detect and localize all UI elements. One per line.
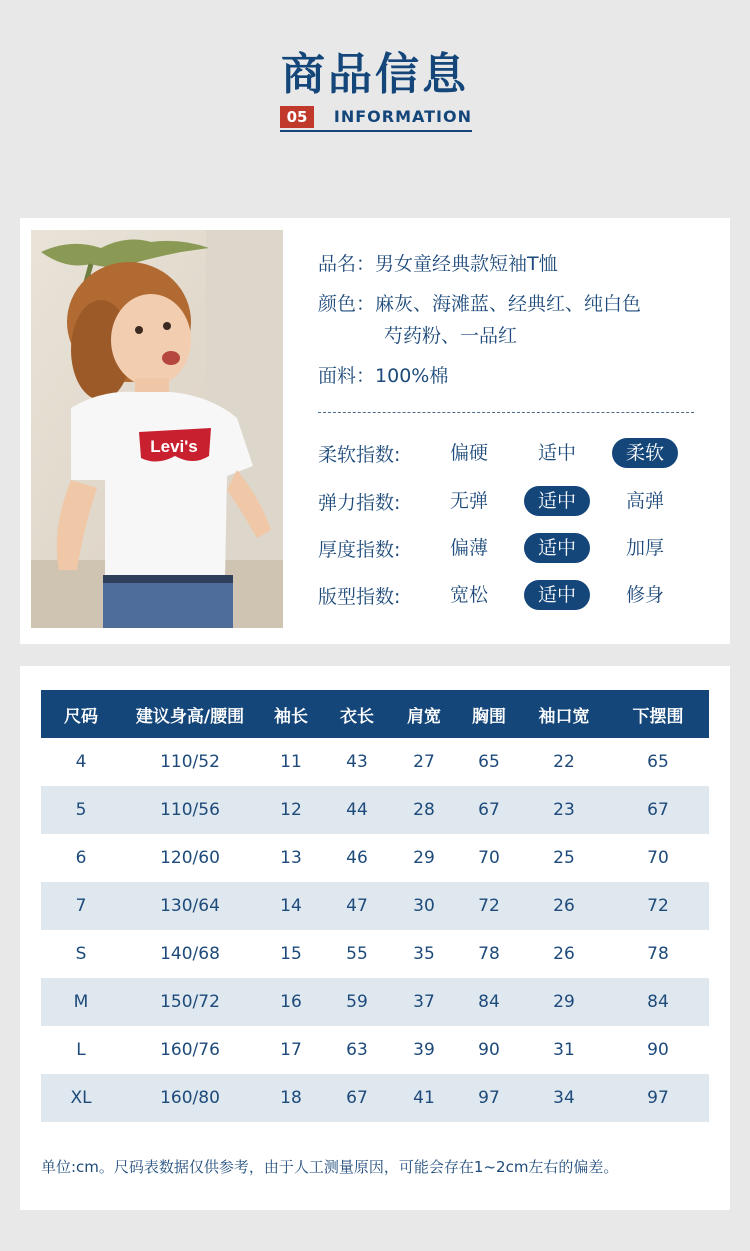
header-cell: 建议身高/腰围 (121, 690, 259, 738)
index-label: 柔软指数: (318, 444, 401, 466)
table-cell: 130/64 (121, 882, 259, 930)
table-cell: 44 (323, 786, 391, 834)
table-cell: 37 (391, 978, 457, 1026)
table-cell: 90 (647, 1040, 669, 1060)
table-cell: 67 (323, 1074, 391, 1122)
table-cell: 78 (647, 944, 669, 964)
product-details (318, 248, 708, 392)
table-cell: 78 (478, 944, 500, 964)
product-color-value: 麻灰、海滩蓝、经典红、纯白色 (375, 293, 642, 315)
table-cell: 15 (280, 944, 302, 964)
table-cell: 110/52 (160, 752, 220, 772)
index-label: 弹力指数: (318, 492, 401, 514)
product-photo (31, 230, 283, 628)
table-cell: 13 (280, 848, 302, 868)
table-row (41, 930, 709, 978)
child-photo-illustration (31, 230, 283, 628)
shirt-logo-text: Levi's (150, 437, 198, 456)
fit-index-row (318, 578, 718, 612)
header-cell: 衣长 (323, 690, 391, 738)
table-cell: 90 (478, 1040, 500, 1060)
table-cell: 72 (457, 882, 521, 930)
size-note: 单位:cm。尺码表数据仅供参考，由于人工测量原因，可能会存在1~2cm左右的偏差。 (41, 1158, 619, 1176)
table-cell: 11 (280, 752, 302, 772)
table-cell: 4 (75, 752, 87, 772)
thickness-index-row (318, 531, 718, 565)
index-option-selected: 适中 (524, 486, 590, 516)
table-cell: 97 (607, 1074, 709, 1122)
section-header (0, 0, 750, 200)
header-cell: 胸围 (457, 690, 521, 738)
table-cell: 59 (323, 978, 391, 1026)
table-cell: 65 (647, 752, 669, 772)
table-cell: 29 (413, 848, 435, 868)
table-cell: 70 (647, 848, 669, 868)
softness-index-row (318, 436, 718, 470)
table-cell: 97 (457, 1074, 521, 1122)
product-name-value: 男女童经典款短袖T恤 (375, 253, 558, 275)
table-cell: 120/60 (160, 848, 220, 868)
table-cell: 41 (391, 1074, 457, 1122)
product-color-label: 颜色： (318, 293, 376, 315)
index-option-selected: 适中 (524, 580, 590, 610)
product-color-row (318, 288, 708, 320)
table-cell: 5 (41, 786, 121, 834)
table-cell: 65 (478, 752, 500, 772)
table-cell: XL (41, 1074, 121, 1122)
size-table (41, 690, 709, 1122)
table-row (41, 1074, 709, 1122)
table-cell: 70 (478, 848, 500, 868)
table-cell: 63 (346, 1040, 368, 1060)
index-option: 修身 (625, 584, 664, 606)
index-option: 无弹 (449, 490, 488, 512)
table-row (41, 978, 709, 1026)
table-cell: 84 (607, 978, 709, 1026)
table-cell: 46 (346, 848, 368, 868)
table-cell: 72 (607, 882, 709, 930)
index-option: 宽松 (449, 584, 488, 606)
product-fabric-label: 面料： (318, 365, 376, 387)
section-number-badge: 05 (280, 106, 314, 128)
table-cell: 25 (553, 848, 575, 868)
table-cell: 27 (413, 752, 435, 772)
table-cell: 160/80 (121, 1074, 259, 1122)
table-cell: 14 (259, 882, 323, 930)
header-cell: 袖口宽 (521, 690, 607, 738)
index-option: 偏硬 (449, 442, 488, 464)
table-cell: 7 (41, 882, 121, 930)
index-option: 适中 (537, 442, 576, 464)
table-cell: M (41, 978, 121, 1026)
table-cell: L (76, 1040, 86, 1060)
dashed-divider (318, 412, 694, 413)
header-cell: 下摆围 (607, 690, 709, 738)
table-cell: S (75, 944, 87, 964)
header-cell: 尺码 (41, 690, 121, 738)
size-table-header (41, 690, 709, 738)
product-color-value-2: 芍药粉、一品红 (384, 325, 518, 347)
product-fabric-row (318, 360, 708, 392)
table-cell: 30 (391, 882, 457, 930)
table-cell: 84 (457, 978, 521, 1026)
table-cell: 150/72 (121, 978, 259, 1026)
index-option-selected: 柔软 (612, 438, 678, 468)
table-cell: 43 (346, 752, 368, 772)
table-row (41, 882, 709, 930)
index-option: 偏薄 (449, 537, 488, 559)
table-cell: 67 (607, 786, 709, 834)
table-row (41, 1026, 709, 1074)
index-option-selected: 适中 (524, 533, 590, 563)
table-cell: 35 (413, 944, 435, 964)
product-color-row-2 (318, 320, 708, 352)
index-label: 厚度指数: (318, 539, 401, 561)
table-cell: 160/76 (160, 1040, 220, 1060)
index-option: 高弹 (625, 490, 664, 512)
table-cell: 140/68 (160, 944, 220, 964)
index-option: 加厚 (625, 537, 664, 559)
table-cell: 39 (413, 1040, 435, 1060)
section-title: 商品信息 (281, 49, 469, 100)
table-cell: 16 (259, 978, 323, 1026)
table-cell: 55 (346, 944, 368, 964)
section-subtitle (280, 102, 472, 132)
table-cell: 28 (391, 786, 457, 834)
table-cell: 34 (521, 1074, 607, 1122)
table-cell: 26 (521, 882, 607, 930)
table-row (41, 738, 709, 786)
table-cell: 26 (553, 944, 575, 964)
table-cell: 6 (75, 848, 87, 868)
product-name-row (318, 248, 708, 280)
table-cell: 29 (521, 978, 607, 1026)
table-cell: 12 (259, 786, 323, 834)
header-cell: 袖长 (259, 690, 323, 738)
table-cell: 67 (457, 786, 521, 834)
table-cell: 22 (553, 752, 575, 772)
table-cell: 31 (553, 1040, 575, 1060)
table-cell: 47 (323, 882, 391, 930)
header-cell: 肩宽 (391, 690, 457, 738)
table-row (41, 834, 709, 882)
index-label: 版型指数: (318, 586, 401, 608)
table-cell: 23 (521, 786, 607, 834)
table-cell: 18 (259, 1074, 323, 1122)
product-fabric-value: 100%棉 (375, 365, 449, 387)
table-cell: 110/56 (121, 786, 259, 834)
product-name-label: 品名： (318, 253, 376, 275)
section-subtitle-text: INFORMATION (333, 107, 472, 126)
table-row (41, 786, 709, 834)
size-chart-card (20, 666, 730, 1210)
product-info-card (20, 218, 730, 644)
table-cell: 17 (280, 1040, 302, 1060)
elasticity-index-row (318, 484, 718, 518)
